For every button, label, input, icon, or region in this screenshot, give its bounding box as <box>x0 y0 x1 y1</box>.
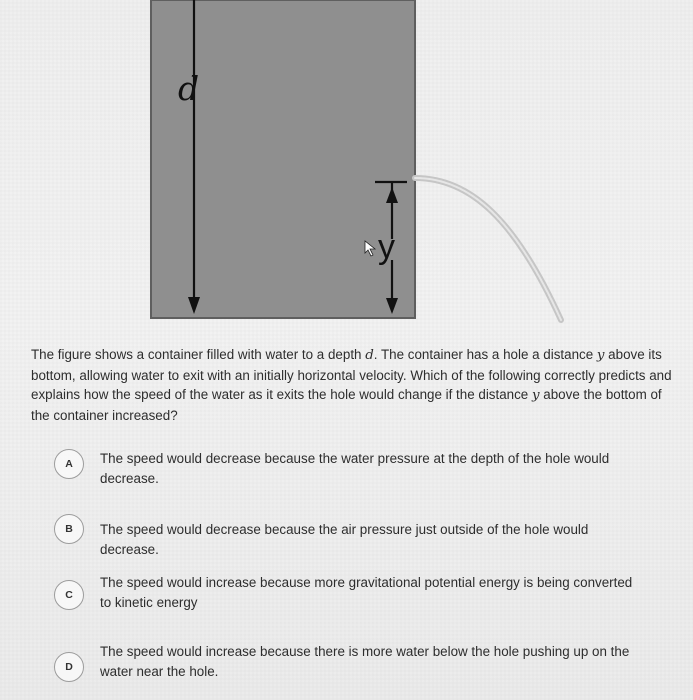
choice-text-a[interactable]: The speed would decrease because the water pressure at the depth of the hole would decrease. <box>100 451 610 486</box>
depth-variable: d <box>365 348 374 363</box>
question-text: The figure shows a container filled with water to a depth d. The container has a hole a distance y above its bottom, allowing water to exit with an initially horizontal velocity. Which of the following correctly predicts and explains how the speed of the water as it exits the hole would change if the distance y above the bottom of the container increased? <box>31 347 672 423</box>
container-diagram <box>0 0 693 330</box>
choice-letter-c[interactable]: C <box>54 580 84 610</box>
choice-letter-b[interactable]: B <box>54 514 84 544</box>
answer-choice-d[interactable] <box>54 644 654 694</box>
choice-letter-d[interactable]: D <box>54 652 84 682</box>
container-figure <box>0 0 693 330</box>
distance-variable: y <box>596 348 605 363</box>
distance-variable: y <box>531 388 540 403</box>
choice-text-c[interactable]: The speed would increase because more gravitational potential energy is being converted to kinetic energy <box>100 575 633 610</box>
answer-choice-c[interactable] <box>54 575 654 622</box>
water-stream-highlight <box>415 178 561 320</box>
water-stream <box>415 178 561 320</box>
answer-choice-a[interactable] <box>54 449 654 491</box>
hole-height-label: y <box>378 228 395 266</box>
answer-choice-b[interactable] <box>54 514 654 556</box>
choice-text-d[interactable]: The speed would increase because there is more water below the hole pushing up on the water near the hole. <box>100 644 630 679</box>
choice-text-b[interactable]: The speed would decrease because the air pressure just outside of the hole would decrease. <box>100 522 589 557</box>
depth-label: d <box>178 69 200 108</box>
water-container <box>151 0 415 318</box>
choice-letter-a[interactable]: A <box>54 449 84 479</box>
